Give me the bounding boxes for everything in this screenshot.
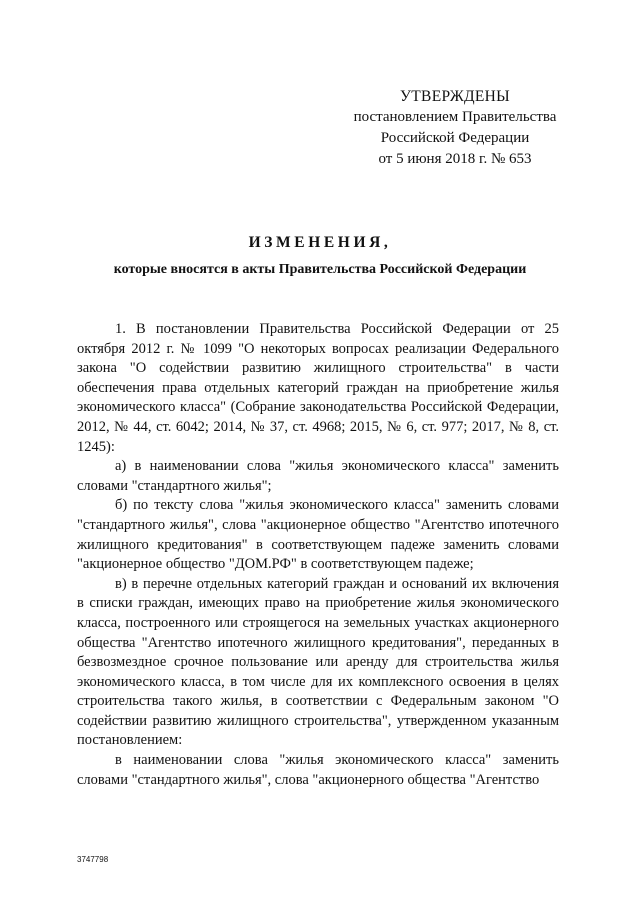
- paragraph-1: 1. В постановлении Правительства Российской Федерации от 25 октября 2012 г. № 1099 "О некоторых вопросах реализации Федерального закона "О содействии развитию жилищного строительства" в части обеспечения права отдельных категорий граждан на приобретение жилья экономического класса" (Собрание законодательства Российской Федерации, 2012, № 44, ст. 6042; 2014, № 37, ст. 4968; 2015, № 6, ст. 977; 2017, № 8, ст. 1245):: [77, 321, 559, 455]
- document-subtitle: которые вносятся в акты Правительства Российской Федерации: [113, 262, 527, 277]
- paragraph-v-continued: в наименовании слова "жилья экономического класса" заменить словами "стандартного жилья", слова "акционерного общества "Агентство: [77, 752, 559, 788]
- document-body: [77, 320, 559, 790]
- document-title: ИЗМЕНЕНИЯ,: [248, 234, 392, 251]
- approval-line-2: Российской Федерации: [380, 130, 530, 146]
- approval-block: [330, 86, 580, 170]
- paragraph-b: б) по тексту слова "жилья экономического класса" заменить словами "стандартного жилья", слова "акционерное общество "Агентство ипотечного жилищного кредитования" в соответствующем падеже заменить словами "акционерное общество "ДОМ.РФ" в соответствующем падеже;: [77, 497, 559, 573]
- approval-line-3: от 5 июня 2018 г. № 653: [378, 151, 532, 167]
- approval-heading: УТВЕРЖДЕНЫ: [400, 88, 510, 105]
- paragraph-a: а) в наименовании слова "жилья экономического класса" заменить словами "стандартного жилья";: [77, 458, 559, 494]
- paragraph-v: в) в перечне отдельных категорий граждан и оснований их включения в списки граждан, имеющих право на приобретение жилья экономического класса, построенного или строящегося на земельных участках акционерного общества "Агентство ипотечного жилищного кредитования", переданных в безвозмездное срочное пользование или аренду для строительства жилья экономического класса, в том числе для их комплексного освоения в целях строительства такого жилья, в соответствии с Федеральным законом "О содействии развитию жилищного строительства", утвержденном указанным постановлением:: [77, 575, 559, 749]
- approval-line-1: постановлением Правительства: [353, 109, 557, 125]
- document-id: 3747798: [77, 855, 109, 864]
